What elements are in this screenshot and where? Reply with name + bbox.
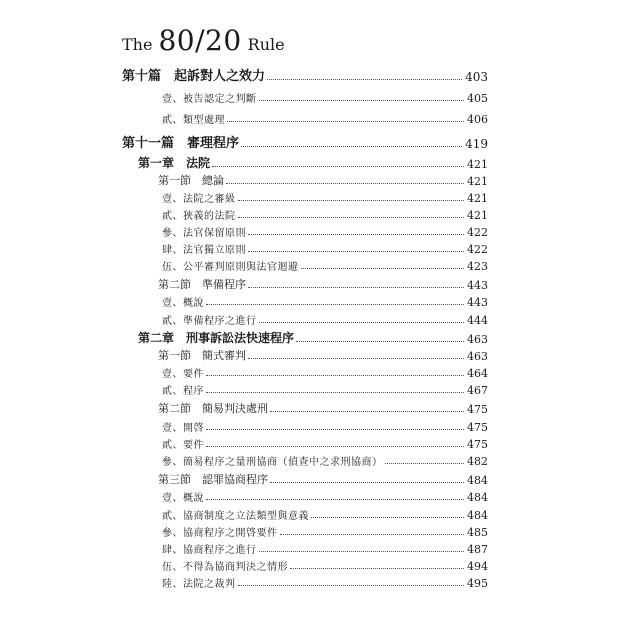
toc-entry-part	[122, 68, 488, 84]
dot-leader	[227, 121, 464, 122]
toc-entry-title: 伍、不得為協商判決之情形	[162, 562, 288, 573]
header-number: 80/20	[158, 24, 242, 57]
toc-entry-page: 421	[467, 192, 488, 205]
dot-leader	[248, 234, 464, 235]
dot-leader	[290, 568, 464, 569]
toc-entry-title: 貳、程序	[162, 386, 204, 397]
toc-entry-item	[162, 540, 488, 556]
toc-entry-page: 475	[467, 421, 488, 434]
toc-entry-item	[162, 189, 488, 205]
dot-leader	[259, 551, 465, 552]
toc-entry-page: 443	[467, 296, 488, 309]
toc-entry-page: 484	[467, 509, 488, 522]
toc-entry-page: 482	[467, 455, 488, 468]
toc-entry-item	[162, 574, 488, 590]
toc-entry-chapter	[138, 330, 488, 346]
toc-entry-title: 第十篇 起訴對人之效力	[122, 69, 266, 84]
dot-leader	[301, 268, 465, 269]
toc-entry-title: 壹、概說	[162, 493, 204, 504]
dot-leader	[226, 183, 464, 184]
dot-leader	[385, 463, 465, 464]
toc-entry-title: 壹、開啓	[162, 423, 204, 434]
dot-leader	[259, 322, 465, 323]
toc-entry-title: 壹、概說	[162, 298, 204, 309]
toc-entry-item	[162, 435, 488, 451]
toc-entry-page: 423	[467, 260, 488, 273]
dot-leader	[280, 534, 465, 535]
toc-entry-item	[162, 364, 488, 380]
header-rule: Rule	[247, 35, 285, 54]
toc-entry-item	[162, 452, 488, 468]
toc-entry-item	[162, 523, 488, 539]
toc-entry-page: 495	[467, 577, 488, 590]
toc-entry-page: 419	[465, 137, 488, 151]
toc-entry-part	[122, 135, 488, 151]
toc-entry-title: 參、簡易程序之量刑協商（偵查中之求刑協商）	[162, 457, 383, 468]
dot-leader	[212, 166, 464, 167]
toc-entry-title: 第一節 總論	[158, 174, 224, 187]
toc-entry-title: 陸、法院之裁判	[162, 579, 236, 590]
toc-entry-section	[158, 172, 488, 188]
toc-entry-item	[162, 240, 488, 256]
toc-entry-title: 貳、要件	[162, 440, 204, 451]
dot-leader	[259, 100, 465, 101]
toc-entry-page: 463	[467, 350, 488, 363]
toc-entry-title: 肆、法官獨立原則	[162, 245, 246, 256]
toc-entry-section	[158, 347, 488, 363]
dot-leader	[238, 585, 465, 586]
toc-entry-title: 壹、法院之審級	[162, 194, 236, 205]
dot-leader	[238, 217, 465, 218]
toc-entry-page: 422	[467, 243, 488, 256]
toc-entry-section	[158, 276, 488, 292]
toc-entry-title: 第二節 簡易判決處刑	[158, 402, 268, 415]
toc-entry-page: 421	[467, 158, 488, 171]
toc-entry-title: 貳、協商制度之立法類型與意義	[162, 511, 309, 522]
dot-leader	[267, 79, 462, 80]
dot-leader	[270, 411, 464, 412]
toc-entry-page: 405	[467, 92, 488, 105]
dot-leader	[270, 482, 464, 483]
toc-entry-item	[162, 557, 488, 573]
toc-entry-page: 421	[467, 209, 488, 222]
toc-entry-title: 貳、類型處理	[162, 115, 225, 126]
toc-entry-section	[158, 471, 488, 487]
toc-entry-title: 肆、協商程序之進行	[162, 545, 257, 556]
toc-entry-title: 第三節 認罪協商程序	[158, 473, 268, 486]
dot-leader	[248, 358, 464, 359]
dot-leader	[248, 287, 464, 288]
toc-entry-item	[162, 110, 488, 126]
toc-entry-item	[162, 488, 488, 504]
toc-entry-page: 403	[465, 70, 488, 84]
toc-entry-item	[162, 311, 488, 327]
toc-entry-page: 464	[467, 367, 488, 380]
toc-entry-chapter	[138, 155, 488, 171]
toc-entry-title: 參、法官保留原則	[162, 228, 246, 239]
dot-leader	[206, 392, 464, 393]
toc-entry-title: 第二章 刑事訴訟法快速程序	[138, 331, 295, 345]
toc-entry-item	[162, 293, 488, 309]
toc-entry-page: 487	[467, 543, 488, 556]
dot-leader	[206, 304, 464, 305]
toc-entry-title: 參、協商程序之開啓要件	[162, 528, 278, 539]
toc-entry-item	[162, 257, 488, 273]
toc-entry-page: 443	[467, 279, 488, 292]
toc-entry-item	[162, 506, 488, 522]
toc-entry-item	[162, 381, 488, 397]
dot-leader	[206, 499, 464, 500]
toc-entry-item	[162, 206, 488, 222]
dot-leader	[248, 251, 464, 252]
toc-entry-page: 475	[467, 403, 488, 416]
toc-entry-page: 475	[467, 438, 488, 451]
toc-entry-page: 422	[467, 226, 488, 239]
toc-entry-page: 463	[467, 333, 488, 346]
toc-entry-page: 494	[467, 560, 488, 573]
toc-entry-title: 第一節 簡式審判	[158, 349, 246, 362]
dot-leader	[206, 446, 464, 447]
dot-leader	[296, 341, 464, 342]
header-the: The	[122, 35, 153, 54]
toc-entry-title: 伍、公平審判原則與法官迴避	[162, 262, 299, 273]
toc-entry-page: 467	[467, 384, 488, 397]
toc-entry-item	[162, 89, 488, 105]
dot-leader	[206, 375, 464, 376]
toc-entry-title: 第二節 準備程序	[158, 278, 246, 291]
dot-leader	[311, 517, 464, 518]
toc-entry-title: 貳、狹義的法院	[162, 211, 236, 222]
dot-leader	[241, 146, 462, 147]
toc-entry-page: 444	[467, 314, 488, 327]
toc-entry-item	[162, 223, 488, 239]
toc-entry-item	[162, 418, 488, 434]
toc-entry-title: 貳、準備程序之進行	[162, 316, 257, 327]
toc-entry-title: 第一章 法院	[138, 156, 211, 170]
toc-entry-title: 第十一篇 審理程序	[122, 136, 240, 151]
toc-entry-page: 484	[467, 474, 488, 487]
toc-entry-page: 485	[467, 526, 488, 539]
dot-leader	[206, 429, 464, 430]
toc-entry-page: 484	[467, 491, 488, 504]
dot-leader	[238, 200, 465, 201]
toc-entry-page: 421	[467, 175, 488, 188]
toc-entry-page: 406	[467, 113, 488, 126]
toc-entry-section	[158, 400, 488, 416]
toc-entry-title: 壹、要件	[162, 369, 204, 380]
toc-entry-title: 壹、被告認定之判斷	[162, 94, 257, 105]
